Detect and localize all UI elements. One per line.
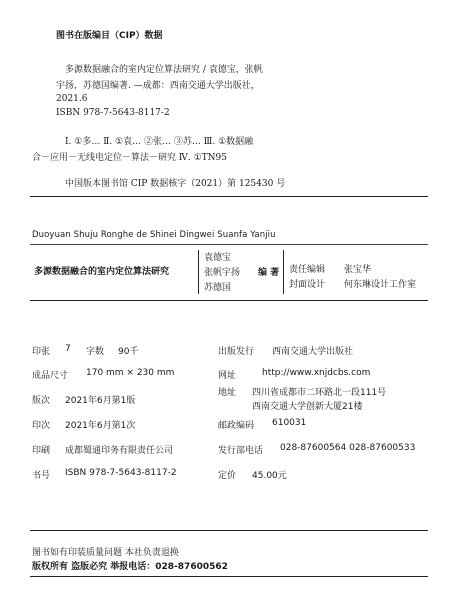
editor-value: 张宝华 (344, 265, 372, 275)
cover-design-value: 何东琳设计工作室 (344, 280, 417, 290)
cip-subject-line-2: 合－应用－无线电定位－算法－研究 Ⅳ. ①TN95 (32, 153, 227, 163)
title-divider-left (198, 250, 199, 294)
pinyin-title: Duoyuan Shuju Ronghe de Shinei Dingwei Suanfa Yanjiu (32, 230, 276, 240)
price-value: 45.00元 (252, 471, 287, 481)
word-count-value: 90千 (118, 347, 139, 357)
impression-value: 2021年6月第1次 (65, 421, 136, 431)
cip-core-number: 中国版本图书馆 CIP 数据核字（2021）第 125430 号 (65, 179, 286, 189)
address-line-1: 四川省成都市二环路北一段111号 (252, 388, 387, 398)
website-value: http://www.xnjdcbs.com (262, 368, 371, 378)
author-role: 编 著 (258, 268, 280, 278)
edition-value: 2021年6月第1版 (65, 396, 136, 406)
cip-bottom-rule (30, 196, 428, 197)
publisher-label: 出版发行 (218, 347, 255, 357)
isbn-label: 书号 (32, 471, 51, 481)
footer-quality-notice: 图书如有印装质量问题 本社负责退换 (32, 548, 179, 558)
edition-label: 版次 (32, 396, 51, 406)
postcode-label: 邮政编码 (218, 421, 255, 431)
printer-value: 成都蜀通印务有限责任公司 (65, 446, 174, 456)
footer-bottom-rule (30, 576, 428, 577)
price-label: 定价 (218, 471, 237, 481)
isbn-value: ISBN 978-7-5643-8117-2 (65, 468, 177, 478)
size-value: 170 mm × 230 mm (86, 368, 175, 378)
cip-subject-line-1: Ⅰ. ①多… Ⅱ. ①袁… ②张… ③苏… Ⅲ. ①数据融 (65, 137, 254, 147)
title-divider-right (283, 250, 284, 294)
cip-entry-line-1: 多源数据融合的室内定位算法研究 / 袁德宝，张帆 (65, 65, 263, 75)
pinyin-rule (30, 244, 428, 245)
postcode-value: 610031 (272, 418, 307, 428)
author-1: 袁德宝 (204, 253, 232, 263)
impression-label: 印次 (32, 421, 51, 431)
book-title: 多源数据融合的室内定位算法研究 (34, 267, 170, 277)
editor-label: 责任编辑 (289, 265, 326, 275)
word-count-label: 字数 (86, 347, 105, 357)
address-label: 地址 (218, 388, 237, 398)
size-label: 成品尺寸 (32, 371, 69, 381)
website-label: 网址 (218, 371, 237, 381)
cip-isbn: ISBN 978-7-5643-8117-2 (56, 108, 170, 118)
print-sheets-label: 印张 (32, 347, 51, 357)
author-2: 张帆宇扬 (204, 268, 241, 278)
cover-design-label: 封面设计 (289, 280, 326, 290)
publisher-value: 西南交通大学出版社 (272, 347, 354, 357)
phone-label: 发行部电话 (218, 446, 264, 456)
footer-top-rule (30, 530, 428, 531)
author-3: 苏德国 (204, 283, 232, 293)
title-bottom-rule (30, 300, 428, 301)
printer-label: 印刷 (32, 446, 51, 456)
phone-value: 028-87600564 028-87600533 (280, 443, 416, 453)
print-sheets-value: 7 (65, 344, 71, 354)
footer-copyright-notice: 版权所有 盗版必究 举报电话：028-87600562 (32, 562, 228, 572)
address-line-2: 西南交通大学创新大厦21楼 (252, 402, 363, 412)
cip-entry-line-2: 宇扬，苏德国编著. —成都：西南交通大学出版社， (56, 81, 260, 91)
cip-header: 图书在版编目（CIP）数据 (56, 31, 163, 41)
cip-entry-line-3: 2021.6 (56, 94, 88, 104)
